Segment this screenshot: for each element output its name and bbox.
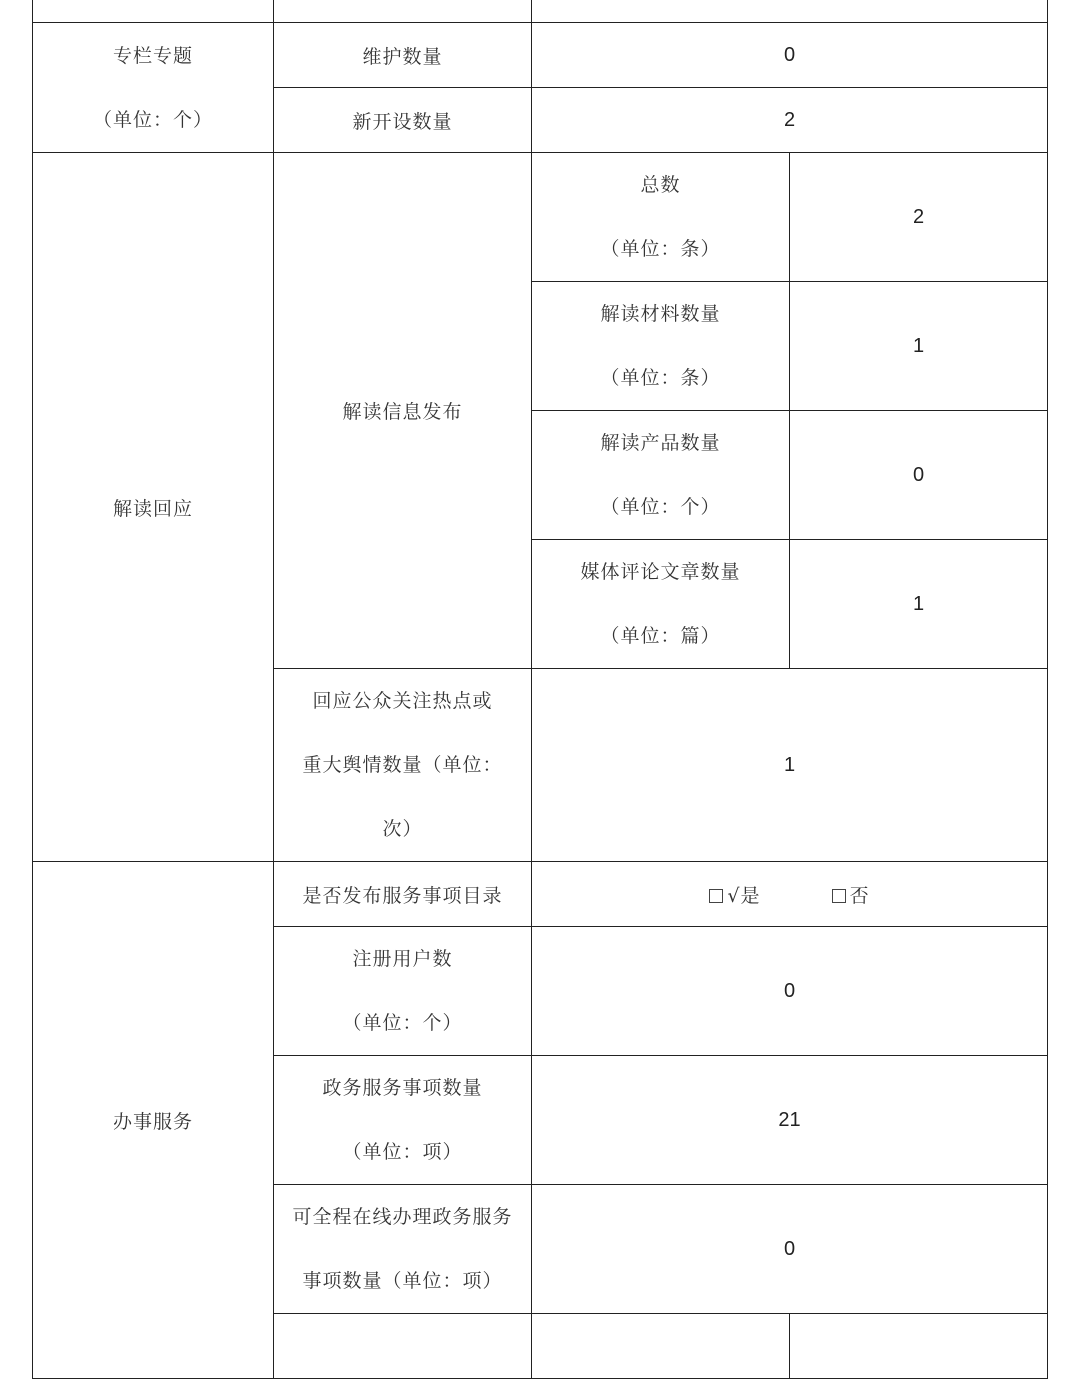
row-label: 是否发布服务事项目录 (274, 862, 532, 927)
empty-cell (532, 1314, 790, 1379)
empty-cell (274, 0, 532, 23)
option-yes[interactable]: √是 (709, 881, 760, 908)
row-label: 回应公众关注热点或 重大舆情数量（单位： 次） (274, 669, 532, 862)
section-label-jiedu: 解读回应 (33, 153, 274, 862)
table-row (33, 0, 1048, 23)
publish-label: 解读信息发布 (274, 153, 532, 669)
row-label: 政务服务事项数量 （单位：项） (274, 1056, 532, 1185)
table-row (33, 23, 1048, 88)
section-label-zhuanlan: 专栏专题 （单位：个） (33, 23, 274, 153)
table-row (33, 153, 1048, 282)
report-table (32, 0, 1048, 1379)
report-table-container (32, 0, 1048, 1379)
row-label: 解读产品数量 （单位：个） (532, 411, 790, 540)
row-value: 0 (532, 1185, 1048, 1314)
row-label: 媒体评论文章数量 （单位：篇） (532, 540, 790, 669)
row-value: 0 (532, 927, 1048, 1056)
row-value: 1 (790, 540, 1048, 669)
row-value: 1 (532, 669, 1048, 862)
empty-cell (532, 0, 1048, 23)
row-label: 总数 （单位：条） (532, 153, 790, 282)
row-label: 可全程在线办理政务服务 事项数量（单位：项） (274, 1185, 532, 1314)
empty-cell (790, 1314, 1048, 1379)
table-row (33, 862, 1048, 927)
checkbox-icon (709, 889, 723, 903)
row-label: 解读材料数量 （单位：条） (532, 282, 790, 411)
checkbox-icon (832, 889, 846, 903)
row-label: 注册用户数 （单位：个） (274, 927, 532, 1056)
row-value: 0 (532, 23, 1048, 88)
row-value: 21 (532, 1056, 1048, 1185)
option-no[interactable]: 否 (832, 881, 870, 908)
row-value: 0 (790, 411, 1048, 540)
section-label-banshi: 办事服务 (33, 862, 274, 1379)
row-value: 1 (790, 282, 1048, 411)
empty-cell (274, 1314, 532, 1379)
catalog-options (532, 862, 1048, 927)
empty-cell (33, 0, 274, 23)
row-value: 2 (532, 88, 1048, 153)
row-label: 维护数量 (274, 23, 532, 88)
row-label: 新开设数量 (274, 88, 532, 153)
row-value: 2 (790, 153, 1048, 282)
